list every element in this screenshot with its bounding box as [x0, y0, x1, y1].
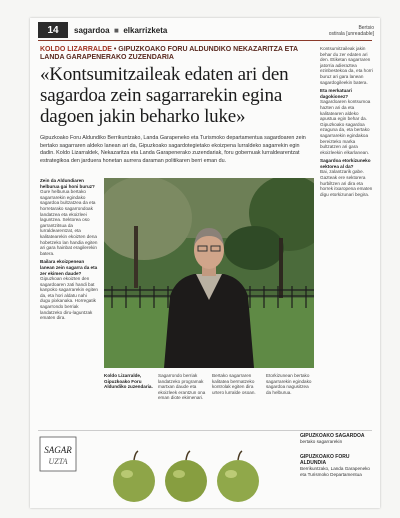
right-question-1: Eta merkatuari dagokionez?: [320, 88, 352, 99]
right-answer-2: Sagardoaren kontsumoa hazten ari da eta kalitatearen aldeko apustua egin behar da. Gipuzkoako sagardoa ezaguna da, eta bertako sagarrarekin egindakoa bereizteko marka bultzatzen ari gara ekoizleekin elkarlanean.: [320, 99, 371, 155]
right-question-2: Sagardoa etorkizuneko sektorea al da?: [320, 158, 371, 169]
section-title: [74, 26, 167, 35]
ad-title: GIPUZKOAKO SAGARDOA: [300, 433, 365, 439]
ad-logo-line-2: UZTA: [48, 457, 68, 466]
ad-title-2: GIPUZKOAKO FORU ALDUNDIA: [300, 454, 350, 467]
right-answer-3: Bai, zalantzarik gabe. Gazteak ere sektorera hurbiltzen ari dira eta horrek itxaropena ematen digu etorkizunari begira.: [320, 169, 373, 197]
ad-sponsor-text: [300, 433, 370, 477]
answer-2: Gipuzkoan ekoizten den sagardoaren zati handi bat kanpoko sagarrarekin egiten da, eta hori aldatu nahi dugu pixkanaka. Horregatik sagarrondo berriak landatzeko diru-laguntzak ematen dira.: [40, 276, 98, 321]
apple-right: [217, 451, 259, 502]
bottom-column-4: Etorkizunean bertako sagarrarekin egindako sagardoa nagusitzea da helburua.: [266, 373, 312, 395]
article-lead: Gipuzkoako Foru Aldundiko Berrikuntzako, Landa Garapeneko eta Turismoko departamentua sagardoaren zein bertako sagarraren aldeko lanean ari da, Gipuzkoako sagardotegietako ekoizpena lurraldeko sagarrekin egin dadin. Koldo Lizarraldek, Nekazaritza eta Landa Garapenerako zuzendariak, foru gobernuak lurraldearentzat estrategikoa den jarduera honetan aurrera daraman politikaren berri eman du.: [40, 135, 306, 164]
portrait-photo: [104, 178, 314, 368]
question-1: Zein da Aldundiaren helburua gai honi buruz?: [40, 178, 95, 189]
header-rule: [38, 40, 372, 41]
section-b: elkarrizketa: [123, 26, 168, 35]
ad-subtitle: bertako sagarrarekin: [300, 439, 343, 444]
question-2: Bailara ekoizpenean lanean zein sagarra da eta zer ekimen daude?: [40, 259, 98, 276]
apple-middle: [165, 451, 207, 502]
page-number: 14: [38, 22, 68, 38]
kicker-name: KOLDO LIZARRALDE: [40, 46, 112, 53]
page-header: [30, 18, 380, 40]
right-column: [320, 46, 376, 326]
kicker-role: • GIPUZKOAKO FORU ALDUNDIKO NEKAZARITZA ETA LANDA GARAPENERAKO ZUZENDARIA: [40, 46, 298, 61]
newspaper-page: [30, 18, 380, 508]
header-meta-line-2: ostirala [unreadable]: [328, 31, 374, 37]
advertisement: [38, 430, 372, 503]
article-column-1: [40, 178, 98, 423]
bottom-column-2: Sagarrondo berriak landatzeko programak martxan daude eta ekoizleek erantzun ona eman diote ekimenari.: [158, 373, 206, 401]
bottom-column-3: Bertako sagarraren kalitatea bermatzeko kontrolak egiten dira urtero lurralde osoan.: [212, 373, 256, 395]
ad-subtitle-2: Berrikuntzako, Landa Garapeneko eta Turismoko Departamentua: [300, 466, 370, 477]
article-headline: «Kontsumitzaileak edaten ari den sagardoa zein sagarrarekin egina dagoen jakin beharko luke»: [40, 64, 289, 127]
section-a: sagardoa: [74, 26, 110, 35]
article-kicker: [40, 46, 305, 62]
apple-left: [113, 451, 155, 502]
photo-caption: Koldo Lizarralde, Gipuzkoako Foru Aldundiko zuzendaria.: [104, 373, 153, 390]
portrait-illustration: [104, 178, 314, 368]
header-meta-line-1: Bertsio: [358, 25, 374, 31]
header-meta: [329, 25, 374, 37]
answer-1: Gure helburua bertako sagarrarekin egindako sagardoa bultzatzea da eta horretarako sagarrondoak landatzea eta ekoizleei laguntzea. Sektorea oso garrantzitsua da lurraldearentzat, eta kalitatearekin ekoizten dena hobetzeko lan handia egiten ari gara hainbat eragilerekin batera.: [40, 189, 98, 256]
right-answer-1: Kontsumitzaileak jakin behar du zer edaten ari den. Etiketan sagarraren jatorria adieraztea ezinbestekoa da, eta horri buruz ari gara lanean sagardogileekin batera.: [320, 46, 373, 85]
ad-artwork: [38, 431, 296, 503]
section-separator: ■: [111, 26, 122, 35]
ad-logo-line-1: SAGAR: [44, 445, 72, 455]
